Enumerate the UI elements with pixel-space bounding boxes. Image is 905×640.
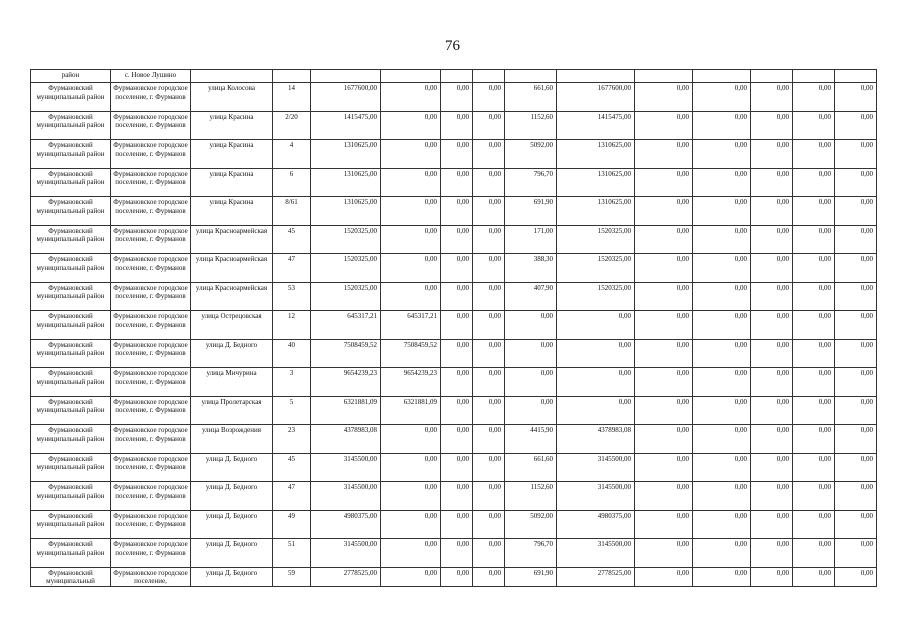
settlement-cell: Фурмановское городское поселение, г. Фурманов: [111, 83, 191, 112]
value-cell: 0,00: [473, 510, 505, 539]
value-cell: 0,00: [473, 425, 505, 454]
value-cell: 1310625,00: [311, 168, 381, 197]
value-cell: 645317,21: [311, 311, 381, 340]
value-cell: 0,00: [751, 168, 793, 197]
value-cell: 0,00: [751, 510, 793, 539]
value-cell: 3145500,00: [557, 453, 635, 482]
house-number-cell: 5: [273, 396, 311, 425]
value-cell: 9654239,23: [311, 368, 381, 397]
house-number-cell: 8/61: [273, 197, 311, 226]
value-cell: 0,00: [557, 368, 635, 397]
value-cell: 0,00: [835, 111, 877, 140]
value-cell: 0,00: [441, 311, 473, 340]
value-cell: 0,00: [473, 168, 505, 197]
value-cell: 407,90: [505, 282, 557, 311]
value-cell: 0,00: [693, 510, 751, 539]
value-cell: 0,00: [441, 425, 473, 454]
table-row: [31, 111, 877, 140]
value-cell: 0,00: [505, 339, 557, 368]
settlement-cell: Фурмановское городское поселение, г. Фурманов: [111, 396, 191, 425]
value-cell: 0,00: [381, 425, 441, 454]
table-row: [31, 140, 877, 169]
value-cell: 0,00: [635, 111, 693, 140]
value-cell: 0,00: [473, 396, 505, 425]
value-cell: 0,00: [793, 197, 835, 226]
value-cell: 0,00: [751, 282, 793, 311]
house-number-cell: 14: [273, 83, 311, 112]
value-cell: 388,30: [505, 254, 557, 283]
value-cell: 0,00: [635, 168, 693, 197]
street-cell: улица Красина: [191, 168, 273, 197]
value-cell: 3145500,00: [311, 453, 381, 482]
value-cell: 0,00: [381, 111, 441, 140]
street-cell: улица Красноармейская: [191, 254, 273, 283]
value-cell: 0,00: [793, 140, 835, 169]
value-cell: 1152,60: [505, 482, 557, 511]
value-cell: 1677600,00: [557, 83, 635, 112]
settlement-cell: Фурмановское городское поселение, г. Фурманов: [111, 225, 191, 254]
value-cell: 0,00: [635, 482, 693, 511]
district-cell: Фурмановский муниципальный район: [31, 311, 111, 340]
settlement-cell: Фурмановское городское поселение, г. Фурманов: [111, 140, 191, 169]
value-cell: 0,00: [693, 168, 751, 197]
value-cell: 0,00: [381, 254, 441, 283]
value-cell: 0,00: [751, 482, 793, 511]
value-cell: 0,00: [751, 225, 793, 254]
value-cell: 0,00: [693, 482, 751, 511]
district-cell: Фурмановский муниципальный район: [31, 453, 111, 482]
value-cell: 1520325,00: [557, 254, 635, 283]
house-number-cell: 45: [273, 225, 311, 254]
house-number-cell: 2/20: [273, 111, 311, 140]
value-cell: 0,00: [381, 197, 441, 226]
value-cell: 0,00: [381, 168, 441, 197]
street-cell: улица Острецовская: [191, 311, 273, 340]
value-cell: 0,00: [505, 396, 557, 425]
value-cell: 0,00: [635, 510, 693, 539]
value-cell: 0,00: [473, 311, 505, 340]
value-cell: 0,00: [693, 140, 751, 169]
value-cell: 4378983,08: [311, 425, 381, 454]
district-cell: Фурмановский муниципальный район: [31, 539, 111, 568]
value-cell: 0,00: [835, 168, 877, 197]
value-cell: 0,00: [751, 254, 793, 283]
value-cell: 0,00: [693, 368, 751, 397]
district-cell: Фурмановский муниципальный район: [31, 425, 111, 454]
value-cell: 0,00: [693, 282, 751, 311]
value-cell: 5092,00: [505, 140, 557, 169]
value-cell: 0,00: [441, 567, 473, 586]
value-cell: 0,00: [751, 140, 793, 169]
district-cell: Фурмановский муниципальный район: [31, 482, 111, 511]
value-cell: 171,00: [505, 225, 557, 254]
value-cell: 0,00: [751, 396, 793, 425]
value-cell: 0,00: [635, 396, 693, 425]
house-number-cell: 53: [273, 282, 311, 311]
settlement-cell: Фурмановское городское поселение, г. Фурманов: [111, 368, 191, 397]
settlement-cell: Фурмановское городское поселение, г. Фурманов: [111, 282, 191, 311]
value-cell: 9654239,23: [381, 368, 441, 397]
value-cell: 6321881,09: [311, 396, 381, 425]
value-cell: 0,00: [793, 510, 835, 539]
house-number-cell: 45: [273, 453, 311, 482]
value-cell: 2778525,00: [311, 567, 381, 586]
settlement-cell: Фурмановское городское поселение, г. Фурманов: [111, 168, 191, 197]
value-cell: 1520325,00: [557, 225, 635, 254]
table-row: [31, 197, 877, 226]
value-cell: 0,00: [835, 453, 877, 482]
value-cell: 0,00: [473, 453, 505, 482]
value-cell: 3145500,00: [557, 539, 635, 568]
house-number-cell: 40: [273, 339, 311, 368]
street-cell: улица Возрождения: [191, 425, 273, 454]
value-cell: 796,70: [505, 168, 557, 197]
value-cell: 0,00: [441, 282, 473, 311]
value-cell: 0,00: [473, 254, 505, 283]
value-cell: 0,00: [835, 282, 877, 311]
value-cell: 0,00: [835, 482, 877, 511]
value-cell: 1520325,00: [311, 225, 381, 254]
value-cell: 0,00: [793, 225, 835, 254]
value-cell: 0,00: [693, 539, 751, 568]
value-cell: 1310625,00: [557, 168, 635, 197]
value-cell: 0,00: [635, 567, 693, 586]
table-row: [31, 168, 877, 197]
value-cell: 0,00: [693, 453, 751, 482]
district-cell: Фурмановский муниципальный район: [31, 83, 111, 112]
value-cell: 0,00: [441, 510, 473, 539]
value-cell: 0,00: [751, 368, 793, 397]
value-cell: 0,00: [381, 567, 441, 586]
district-cell: Фурмановский муниципальный район: [31, 225, 111, 254]
street-cell: улица Пролетарская: [191, 396, 273, 425]
table-row: [31, 83, 877, 112]
street-cell: улица Д. Бедного: [191, 510, 273, 539]
value-cell: 0,00: [557, 396, 635, 425]
value-cell: 0,00: [635, 197, 693, 226]
value-cell: 0,00: [693, 254, 751, 283]
value-cell: 1310625,00: [557, 197, 635, 226]
value-cell: 0,00: [793, 425, 835, 454]
value-cell: 0,00: [635, 425, 693, 454]
house-number-cell: 47: [273, 254, 311, 283]
value-cell: 0,00: [635, 254, 693, 283]
value-cell: 1415475,00: [557, 111, 635, 140]
value-cell: 0,00: [635, 368, 693, 397]
value-cell: 0,00: [381, 282, 441, 311]
value-cell: 4980375,00: [311, 510, 381, 539]
table-row: [31, 368, 877, 397]
value-cell: 0,00: [793, 83, 835, 112]
house-number-cell: 3: [273, 368, 311, 397]
table-row: [31, 70, 877, 83]
value-cell: 0,00: [473, 111, 505, 140]
value-cell: 661,60: [505, 453, 557, 482]
district-cell: Фурмановский муниципальный район: [31, 197, 111, 226]
value-cell: 0,00: [693, 396, 751, 425]
value-cell: 0,00: [441, 539, 473, 568]
value-cell: 0,00: [473, 197, 505, 226]
value-cell: 0,00: [793, 368, 835, 397]
value-cell: 6321881,09: [381, 396, 441, 425]
table-row: [31, 539, 877, 568]
value-cell: 0,00: [751, 311, 793, 340]
street-cell: улица Д. Бедного: [191, 453, 273, 482]
value-cell: 0,00: [473, 282, 505, 311]
table-row: [31, 453, 877, 482]
district-cell: Фурмановский муниципальный район: [31, 339, 111, 368]
value-cell: 0,00: [693, 425, 751, 454]
settlement-cell: Фурмановское городское поселение, г. Фурманов: [111, 254, 191, 283]
value-cell: 0,00: [835, 396, 877, 425]
value-cell: 645317,21: [381, 311, 441, 340]
value-cell: 4378983,08: [557, 425, 635, 454]
value-cell: 0,00: [473, 368, 505, 397]
value-cell: 0,00: [751, 425, 793, 454]
value-cell: 0,00: [793, 453, 835, 482]
settlement-cell: с. Новое Лушино: [111, 70, 191, 83]
value-cell: 0,00: [441, 140, 473, 169]
value-cell: 0,00: [751, 111, 793, 140]
value-cell: 0,00: [441, 168, 473, 197]
value-cell: 0,00: [473, 482, 505, 511]
table-row: [31, 396, 877, 425]
house-number-cell: 6: [273, 168, 311, 197]
house-number-cell: 49: [273, 510, 311, 539]
table-row: [31, 339, 877, 368]
value-cell: 0,00: [835, 339, 877, 368]
value-cell: 0,00: [835, 254, 877, 283]
table-row: [31, 482, 877, 511]
value-cell: 0,00: [793, 339, 835, 368]
value-cell: 0,00: [635, 453, 693, 482]
value-cell: 0,00: [835, 368, 877, 397]
value-cell: 0,00: [441, 225, 473, 254]
district-cell: Фурмановский муниципальный район: [31, 368, 111, 397]
district-cell: Фурмановский муниципальный район: [31, 282, 111, 311]
value-cell: 0,00: [835, 225, 877, 254]
street-cell: улица Красноармейская: [191, 225, 273, 254]
value-cell: 0,00: [635, 225, 693, 254]
house-number-cell: 47: [273, 482, 311, 511]
street-cell: улица Колосова: [191, 83, 273, 112]
value-cell: 0,00: [835, 83, 877, 112]
table-row: [31, 254, 877, 283]
value-cell: 0,00: [441, 197, 473, 226]
value-cell: 661,60: [505, 83, 557, 112]
value-cell: 0,00: [751, 197, 793, 226]
value-cell: 1520325,00: [311, 282, 381, 311]
value-cell: 0,00: [835, 197, 877, 226]
value-cell: 0,00: [693, 83, 751, 112]
value-cell: 1310625,00: [311, 140, 381, 169]
value-cell: 7508459,52: [381, 339, 441, 368]
value-cell: 0,00: [793, 111, 835, 140]
house-number-cell: 4: [273, 140, 311, 169]
value-cell: 0,00: [441, 339, 473, 368]
value-cell: 3145500,00: [311, 482, 381, 511]
value-cell: 0,00: [473, 83, 505, 112]
district-cell: Фурмановский муниципальный район: [31, 140, 111, 169]
settlement-cell: Фурмановское городское поселение, г. Фурманов: [111, 339, 191, 368]
value-cell: 0,00: [793, 539, 835, 568]
house-number-cell: 23: [273, 425, 311, 454]
district-cell: Фурмановский муниципальный район: [31, 111, 111, 140]
value-cell: 0,00: [381, 482, 441, 511]
value-cell: 1152,60: [505, 111, 557, 140]
value-cell: 1677600,00: [311, 83, 381, 112]
value-cell: 0,00: [557, 339, 635, 368]
district-cell: Фурмановский муниципальный район: [31, 510, 111, 539]
table-row: [31, 425, 877, 454]
street-cell: улица Д. Бедного: [191, 482, 273, 511]
settlement-cell: Фурмановское городское поселение, г. Фурманов: [111, 311, 191, 340]
value-cell: 0,00: [473, 140, 505, 169]
settlement-cell: Фурмановское городское поселение, г. Фурманов: [111, 482, 191, 511]
value-cell: 0,00: [635, 339, 693, 368]
table-row: [31, 311, 877, 340]
street-cell: улица Красноармейская: [191, 282, 273, 311]
value-cell: 0,00: [835, 311, 877, 340]
district-cell: Фурмановский муниципальный район: [31, 396, 111, 425]
district-cell: Фурмановский муниципальный: [31, 567, 111, 586]
value-cell: 0,00: [835, 425, 877, 454]
value-cell: 2778525,00: [557, 567, 635, 586]
value-cell: 1310625,00: [557, 140, 635, 169]
settlement-cell: Фурмановское городское поселение, г. Фурманов: [111, 197, 191, 226]
value-cell: 0,00: [693, 111, 751, 140]
street-cell: улица Д. Бедного: [191, 339, 273, 368]
value-cell: 0,00: [635, 311, 693, 340]
value-cell: 0,00: [441, 83, 473, 112]
value-cell: 0,00: [635, 83, 693, 112]
value-cell: 0,00: [441, 368, 473, 397]
value-cell: 691,90: [505, 567, 557, 586]
value-cell: 0,00: [635, 282, 693, 311]
value-cell: 0,00: [441, 254, 473, 283]
house-number-cell: 12: [273, 311, 311, 340]
district-cell: район: [31, 70, 111, 83]
value-cell: 3145500,00: [311, 539, 381, 568]
settlement-cell: Фурмановское городское поселение, г. Фурманов: [111, 425, 191, 454]
street-cell: улица Красина: [191, 197, 273, 226]
value-cell: 0,00: [693, 197, 751, 226]
district-cell: Фурмановский муниципальный район: [31, 254, 111, 283]
value-cell: 0,00: [635, 140, 693, 169]
value-cell: 0,00: [793, 254, 835, 283]
value-cell: 7508459,52: [311, 339, 381, 368]
value-cell: 5092,00: [505, 510, 557, 539]
value-cell: 0,00: [751, 453, 793, 482]
value-cell: 0,00: [473, 539, 505, 568]
value-cell: 0,00: [751, 539, 793, 568]
value-cell: 0,00: [693, 567, 751, 586]
value-cell: 0,00: [835, 539, 877, 568]
settlement-cell: Фурмановское городское поселение, г. Фурманов: [111, 510, 191, 539]
street-cell: улица Д. Бедного: [191, 567, 273, 586]
value-cell: 0,00: [441, 482, 473, 511]
value-cell: 4415,90: [505, 425, 557, 454]
value-cell: 0,00: [793, 396, 835, 425]
value-cell: 0,00: [751, 83, 793, 112]
value-cell: 0,00: [793, 168, 835, 197]
value-cell: 0,00: [635, 539, 693, 568]
value-cell: 0,00: [473, 225, 505, 254]
value-cell: 0,00: [381, 225, 441, 254]
value-cell: 0,00: [381, 510, 441, 539]
street-cell: улица Мичурина: [191, 368, 273, 397]
value-cell: 796,70: [505, 539, 557, 568]
value-cell: 0,00: [505, 368, 557, 397]
value-cell: 1520325,00: [311, 254, 381, 283]
value-cell: 0,00: [751, 339, 793, 368]
value-cell: 0,00: [473, 567, 505, 586]
value-cell: 0,00: [505, 311, 557, 340]
settlement-cell: Фурмановское городское поселение, г. Фурманов: [111, 453, 191, 482]
page-number: 76: [445, 38, 460, 54]
table-row: [31, 225, 877, 254]
street-cell: улица Красина: [191, 140, 273, 169]
data-table: [30, 69, 877, 587]
value-cell: 0,00: [381, 539, 441, 568]
value-cell: 4980375,00: [557, 510, 635, 539]
value-cell: 0,00: [441, 396, 473, 425]
street-cell: улица Д. Бедного: [191, 539, 273, 568]
value-cell: 3145500,00: [557, 482, 635, 511]
value-cell: 0,00: [381, 140, 441, 169]
value-cell: 0,00: [693, 225, 751, 254]
value-cell: 0,00: [793, 311, 835, 340]
street-cell: улица Красина: [191, 111, 273, 140]
value-cell: 0,00: [381, 453, 441, 482]
value-cell: 0,00: [793, 282, 835, 311]
house-number-cell: 51: [273, 539, 311, 568]
settlement-cell: Фурмановское городское поселение,: [111, 567, 191, 586]
house-number-cell: 59: [273, 567, 311, 586]
value-cell: 0,00: [473, 339, 505, 368]
value-cell: 0,00: [793, 567, 835, 586]
value-cell: 0,00: [751, 567, 793, 586]
value-cell: 0,00: [381, 83, 441, 112]
settlement-cell: Фурмановское городское поселение, г. Фурманов: [111, 111, 191, 140]
value-cell: 0,00: [835, 140, 877, 169]
value-cell: 0,00: [693, 339, 751, 368]
value-cell: 0,00: [835, 510, 877, 539]
value-cell: 0,00: [835, 567, 877, 586]
value-cell: 0,00: [557, 311, 635, 340]
value-cell: 1415475,00: [311, 111, 381, 140]
settlement-cell: Фурмановское городское поселение, г. Фурманов: [111, 539, 191, 568]
value-cell: 0,00: [441, 453, 473, 482]
value-cell: 0,00: [441, 111, 473, 140]
value-cell: 691,90: [505, 197, 557, 226]
value-cell: 0,00: [793, 482, 835, 511]
value-cell: 0,00: [693, 311, 751, 340]
value-cell: 1520325,00: [557, 282, 635, 311]
table-row: [31, 510, 877, 539]
table-row: [31, 282, 877, 311]
table-row: [31, 567, 877, 586]
value-cell: 1310625,00: [311, 197, 381, 226]
district-cell: Фурмановский муниципальный район: [31, 168, 111, 197]
